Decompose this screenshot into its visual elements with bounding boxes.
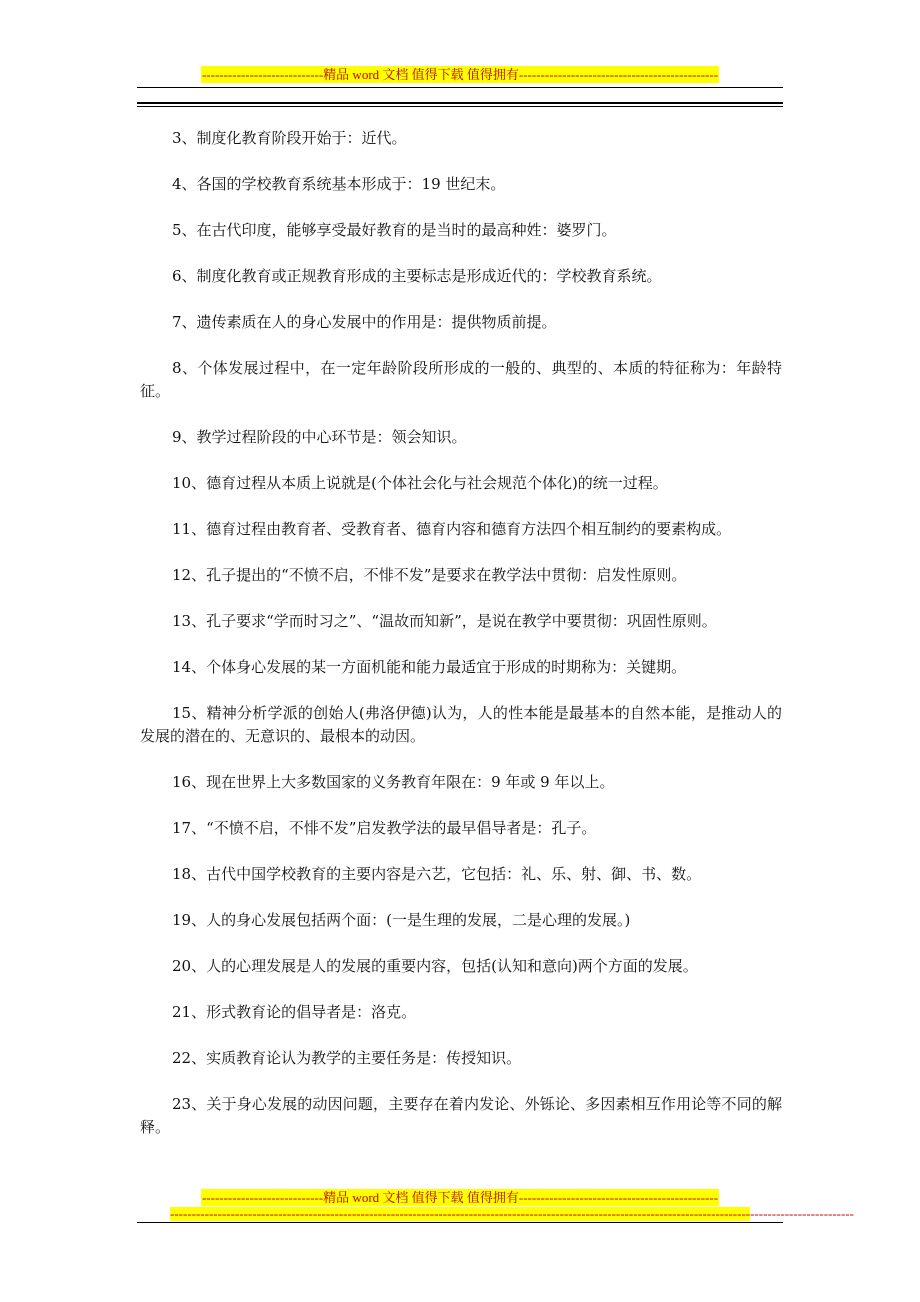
paragraph-6: 6、制度化教育或正规教育形成的主要标志是形成近代的：学校教育系统。 xyxy=(172,267,662,285)
paragraph-16: 16、现在世界上大多数国家的义务教育年限在：9 年或 9 年以上。 xyxy=(172,773,615,791)
footer-dash-line: -------------------------------------------------------------------------------------------------------------------------------------------------------------- xyxy=(170,1206,854,1221)
paragraph-5: 5、在古代印度，能够享受最好教育的是当时的最高种姓：婆罗门。 xyxy=(172,221,617,239)
paragraph-8: 8、个体发展过程中，在一定年龄阶段所形成的一般的、典型的、本质的特征称为：年龄特征。 xyxy=(140,359,782,400)
paragraph-22: 22、实质教育论认为教学的主要任务是：传授知识。 xyxy=(172,1049,522,1067)
paragraph-13: 13、孔子要求“学而时习之”、“温故而知新”，是说在教学中要贯彻：巩固性原则。 xyxy=(172,612,717,630)
paragraph-14: 14、个体身心发展的某一方面机能和能力最适宜于形成的时期称为：关键期。 xyxy=(172,658,687,676)
header-banner: ----------------------------精品 word 文档 值得下载 值得拥有---------------------------------------------- xyxy=(201,67,719,82)
paragraph-17: 17、“不愤不启，不悱不发”启发教学法的最早倡导者是：孔子。 xyxy=(172,819,597,837)
paragraph-19: 19、人的身心发展包括两个面：(一是生理的发展，二是心理的发展。) xyxy=(172,911,631,929)
paragraph-10: 10、德育过程从本质上说就是(个体社会化与社会规范个体化)的统一过程。 xyxy=(172,474,668,492)
paragraph-4: 4、各国的学校教育系统基本形成于：19 世纪末。 xyxy=(172,175,506,193)
paragraph-12: 12、孔子提出的“不愤不启，不悱不发”是要求在教学法中贯彻：启发性原则。 xyxy=(172,566,687,584)
footer-banner: ----------------------------精品 word 文档 值得下载 值得拥有---------------------------------------------- xyxy=(201,1190,719,1205)
header-rule-thick xyxy=(137,102,783,104)
header-rule-double xyxy=(137,106,783,107)
paragraph-21: 21、形式教育论的倡导者是：洛克。 xyxy=(172,1003,417,1021)
document-body xyxy=(140,127,782,1162)
paragraph-11: 11、德育过程由教育者、受教育者、德育内容和德育方法四个相互制约的要素构成。 xyxy=(172,520,732,538)
paragraph-9: 9、教学过程阶段的中心环节是：领会知识。 xyxy=(172,428,467,446)
footer-rule xyxy=(137,1222,783,1223)
header-rule-thin xyxy=(137,87,783,88)
paragraph-3: 3、制度化教育阶段开始于：近代。 xyxy=(172,129,407,147)
paragraph-23: 23、关于身心发展的动因问题，主要存在着内发论、外铄论、多因素相互作用论等不同的解释。 xyxy=(140,1095,782,1136)
paragraph-7: 7、遗传素质在人的身心发展中的作用是：提供物质前提。 xyxy=(172,313,557,331)
paragraph-15: 15、精神分析学派的创始人(弗洛伊德)认为，人的性本能是最基本的自然本能，是推动人的发展的潜在的、无意识的、最根本的动因。 xyxy=(140,704,782,745)
paragraph-18: 18、古代中国学校教育的主要内容是六艺，它包括：礼、乐、射、御、书、数。 xyxy=(172,865,702,883)
paragraph-20: 20、人的心理发展是人的发展的重要内容，包括(认知和意向)两个方面的发展。 xyxy=(172,957,698,975)
